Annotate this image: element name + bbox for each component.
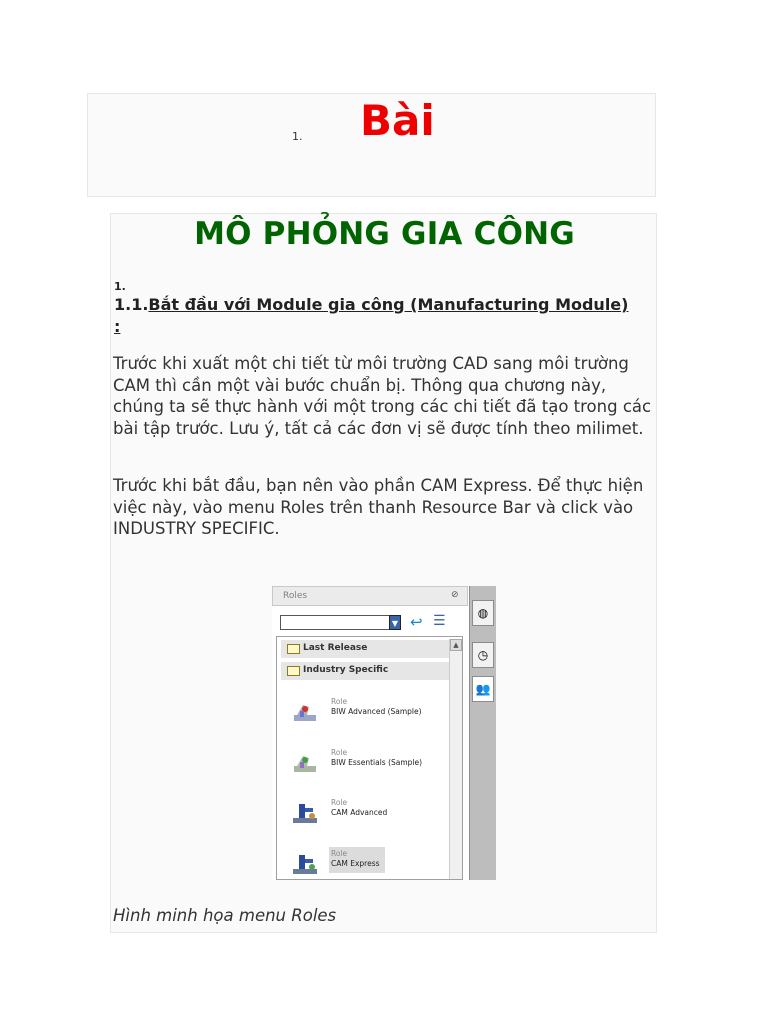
folder-industry-specific [281, 662, 453, 680]
paragraph-instructions: Trước khi bắt đầu, bạn nên vào phần CAM Express. Để thực hiện việc này, vào menu Roles trên thanh Resource Bar và click vào INDUSTRY SPECIFIC. [113, 476, 644, 538]
biw-role-icon [291, 701, 319, 723]
biw-role-icon [291, 752, 319, 774]
subsection-heading [114, 293, 659, 336]
role-name: BIW Advanced (Sample) [331, 707, 422, 716]
heading-prefix: 1.1. [114, 295, 149, 314]
folder-icon [287, 644, 300, 654]
web-tab-icon: ◍ [472, 600, 494, 626]
role-kind: Role [331, 849, 348, 858]
folder-label: Last Release [303, 643, 368, 653]
role-kind: Role [331, 697, 348, 706]
heading-colon: : [114, 317, 121, 336]
chapter-number: 1. [292, 130, 303, 143]
roles-header-label: Roles [283, 591, 308, 601]
figure-caption: Hình minh họa menu Roles [113, 906, 337, 925]
roles-panel-image [272, 586, 496, 880]
folder-label: Industry Specific [303, 665, 389, 675]
cam-role-icon [291, 802, 319, 824]
resource-bar [469, 586, 496, 880]
heading-link-text[interactable]: Bắt đầu với Module gia công (Manufacturing Module) [148, 295, 629, 314]
role-name: CAM Advanced [331, 808, 388, 817]
role-kind: Role [331, 748, 348, 757]
list-number: 1. [114, 280, 126, 293]
folder-last-release [281, 640, 453, 658]
role-item-cam-advanced [291, 798, 441, 826]
vertical-scrollbar [449, 639, 462, 879]
role-name: BIW Essentials (Sample) [331, 758, 423, 767]
chapter-header-box [87, 93, 656, 197]
role-item-cam-express [291, 849, 441, 877]
roles-panel-header [272, 586, 468, 606]
chapter-title: Bài [360, 96, 435, 145]
roles-search-input [280, 615, 394, 630]
section-title: MÔ PHỎNG GIA CÔNG [194, 216, 575, 252]
dropdown-arrow-icon: ▼ [389, 615, 401, 630]
pin-icon: ⊘ [451, 590, 459, 600]
role-kind: Role [331, 798, 348, 807]
folder-icon [287, 666, 300, 676]
cam-role-icon [291, 853, 319, 875]
role-item-biw-advanced [291, 697, 441, 725]
role-name: CAM Express [331, 859, 380, 868]
back-arrow-icon: ↩ [410, 613, 423, 631]
role-item-biw-essentials [291, 748, 441, 776]
roles-list [276, 636, 463, 880]
roles-tab-icon: 👥 [472, 676, 494, 702]
history-clock-icon: ◷ [472, 642, 494, 668]
paragraph-intro: Trước khi xuất một chi tiết từ môi trường CAD sang môi trường CAM thì cần một vài bước chuẩn bị. Thông qua chương này, chúng ta sẽ thực hành với một trong các chi tiết đã tạo trong các bài tập trước. Lưu ý, tất cả các đơn vị sẽ được tính theo milimet. [113, 354, 652, 438]
scroll-up-icon: ▲ [450, 639, 462, 651]
list-view-icon: ☰ [433, 613, 446, 629]
